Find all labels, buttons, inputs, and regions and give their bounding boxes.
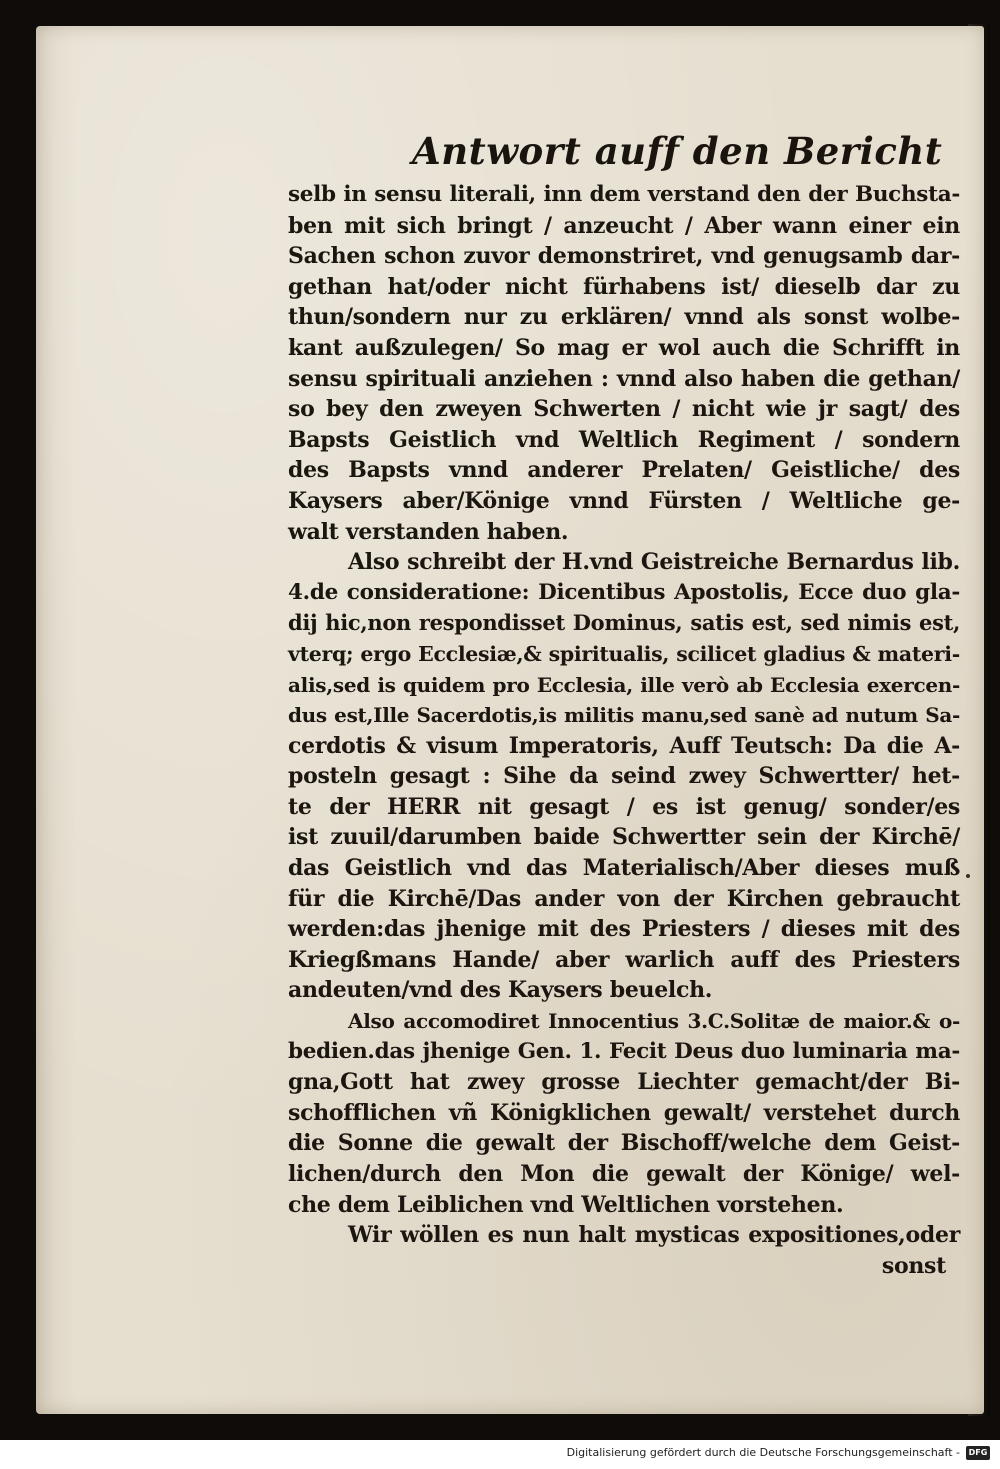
catchword: sonst xyxy=(881,1252,946,1279)
paragraph-start-line: Wir wöllen es nun halt mysticas expositiones,oder xyxy=(348,1222,960,1249)
text-line: che dem Leiblichen vnd Weltlichen vorstehen. xyxy=(288,1191,844,1218)
text-line: ben mit sich bringt / anzeucht / Aber wann einer ein xyxy=(288,212,960,239)
text-line: Bapsts Geistlich vnd Weltlich Regiment / sondern xyxy=(288,426,960,453)
text-line: posteln gesagt : Sihe da seind zwey Schwertter/ het- xyxy=(288,763,960,790)
text-line: selb in sensu literali, inn dem verstand den der Buchsta- xyxy=(288,182,960,207)
text-line: schofflichen vñ Königklichen gewalt/ verstehet durch xyxy=(288,1099,960,1126)
dfg-logo: DFG xyxy=(966,1446,990,1460)
text-line: gethan hat/oder nicht fürhabens ist/ dieselb dar zu xyxy=(288,273,960,300)
running-head: Antwort auff den Bericht xyxy=(412,129,943,173)
text-line: bedien.das jhenige Gen. 1. Fecit Deus duo luminaria ma- xyxy=(288,1038,960,1064)
paragraph-start-line: Also schreibt der H.vnd Geistreiche Bernardus lib. xyxy=(348,549,960,576)
text-line: dij hic,non respondisset Dominus, satis est, sed nimis est, xyxy=(288,610,960,636)
text-line: sensu spirituali anziehen : vnnd also haben die gethan/ xyxy=(288,365,960,392)
text-line: andeuten/vnd des Kaysers beuelch. xyxy=(288,977,713,1004)
text-line: kant außzulegen/ So mag er wol auch die Schrifft in xyxy=(288,334,960,361)
text-line: ist zuuil/darumben baide Schwertter sein der Kirchē/ xyxy=(288,824,960,851)
text-line: te der HERR nit gesagt / es ist genug/ sonder/es xyxy=(288,793,960,820)
text-line: thun/sondern nur zu erklären/ vnnd als sonst wolbe- xyxy=(288,304,960,331)
text-line: des Bapsts vnnd anderer Prelaten/ Geistliche/ des xyxy=(288,457,960,484)
paragraph-start-line: Also accomodiret Innocentius 3.C.Solitæ de maior.& o- xyxy=(348,1009,960,1034)
body-text xyxy=(288,180,960,1281)
text-line: lichen/durch den Mon die gewalt der Könige/ wel- xyxy=(288,1161,960,1187)
text-line: werden:das jhenige mit des Priesters / dieses mit des xyxy=(288,916,960,943)
footer-bar xyxy=(0,1440,1000,1469)
text-line: vterq; ergo Ecclesiæ,& spiritualis, scilicet gladius & materi- xyxy=(288,641,960,666)
text-line: die Sonne die gewalt der Bischoff/welche dem Geist- xyxy=(288,1130,960,1157)
funding-credit: Digitalisierung gefördert durch die Deutsche Forschungsgemeinschaft - xyxy=(566,1446,960,1459)
text-line: walt verstanden haben. xyxy=(288,518,569,545)
text-line: alis,sed is quidem pro Ecclesia, ille verò ab Ecclesia exercen- xyxy=(288,672,960,697)
text-line: 4.de consideratione: Dicentibus Apostolis, Ecce duo gla- xyxy=(288,579,960,605)
text-line: dus est,Ille Sacerdotis,is militis manu,sed sanè ad nutum Sa- xyxy=(288,703,960,728)
text-line: Kaysers aber/Könige vnnd Fürsten / Weltliche ge- xyxy=(288,487,960,514)
text-line: Sachen schon zuvor demonstriret, vnd genugsamb dar- xyxy=(288,243,960,270)
text-line: für die Kirchē/Das ander von der Kirchen gebraucht xyxy=(288,885,960,912)
text-line: cerdotis & visum Imperatoris, Auff Teutsch: Da die A- xyxy=(288,732,960,759)
ink-speck xyxy=(966,874,970,878)
text-line: das Geistlich vnd das Materialisch/Aber dieses muß xyxy=(288,855,960,882)
text-line: gna,Gott hat zwey grosse Liechter gemacht/der Bi- xyxy=(288,1069,960,1096)
text-line: so bey den zweyen Schwerten / nicht wie jr sagt/ des xyxy=(288,396,960,423)
text-line: Kriegßmans Hande/ aber warlich auff des Priesters xyxy=(288,946,960,973)
